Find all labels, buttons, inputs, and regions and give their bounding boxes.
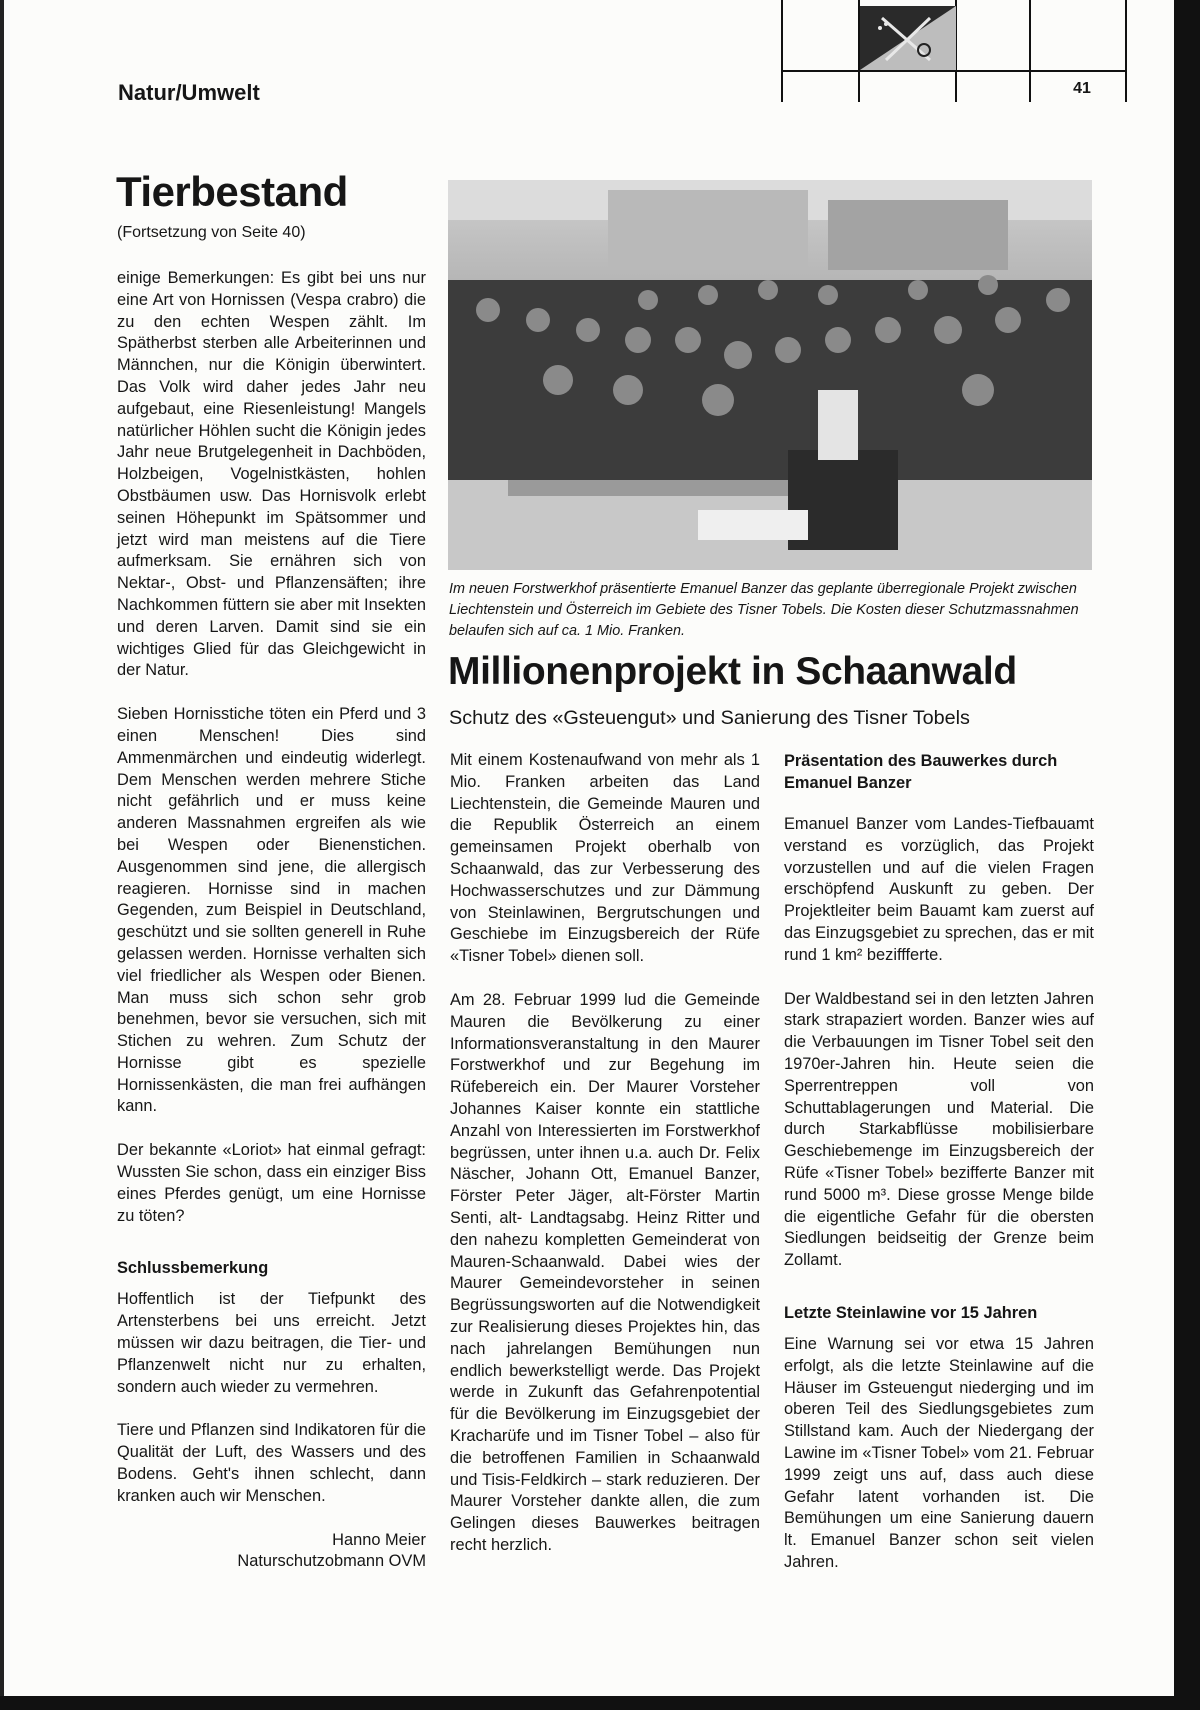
author-role: Naturschutzobmann OVM <box>237 1552 426 1571</box>
left-article-title: Tierbestand <box>116 168 348 215</box>
section-heading: Letzte Steinlawine vor 15 Jahren <box>784 1303 1038 1322</box>
section-heading: Präsentation des Bauwerkes durch Emanuel Banzer <box>784 752 1058 792</box>
paragraph: Tiere und Pflanzen sind Indikatoren für die Qualität der Luft, des Wassers und des Bodens. Geht's ihnen schlecht, dann kranken auch wir Menschen. <box>117 1421 426 1505</box>
header-grid-divider <box>1029 0 1031 102</box>
header-grid-line <box>781 70 1127 72</box>
main-article-column-1 <box>450 750 760 1579</box>
paragraph: Am 28. Februar 1999 lud die Gemeinde Mauren die Bevölkerung zu einer Informationsveranstaltung in den Maurer Forstwerkhof und zur Begehung im Rüfebereich ein. Der Maurer Vorsteher Johannes Kaiser konnte ein stattliche Anzahl von Interessierten im Forstwerkhof begrüssen, unter ihnen u.a. auch Dr. Felix Näscher, Johann Ott, Emanuel Banzer, Förster Peter Jäger, alt-Förster Martin Senti, alt- Landtagsabg. Heinz Ritter und den nahezu kompletten Gemeinderat von Mauren-Schaanwald. Dabei wies der Maurer Gemeindevorsteher in seinen Begrüssungsworten auf die Notwendigkeit zur Realisierung dieses Projektes hin, das nach jahrelangen Bemühungen nun endlich bewerkstelligt werde. Das Projekt werde in Zukunft das Gefahrenpotential für die Bevölkerung im Einzugsgebiet der Kracharüfe und im Tisner Tobel – also für die betroffenen Familien in Schaanwald und Tisis-Feldkirch – stark reduzieren. Der Maurer Vorsteher dankte allen, die zum Gelingen dieses Bauwerkes beitragen recht herzlich. <box>450 990 760 1554</box>
section-label: Natur/Umwelt <box>118 80 260 105</box>
page-number: 41 <box>1073 80 1091 97</box>
main-article-column-2 <box>784 750 1094 1596</box>
paragraph: Der Waldbestand sei in den letzten Jahren stark strapaziert worden. Banzer wies auf die Verbauungen im Tisner Tobel seit den 1970er-Jahren hin. Heute seien die Sperrentreppen voll von Schuttablagerungen und Material. Die durch Starkabflüsse mobilisierbare Geschiebemenge im Einzugsbereich der Rüfe «Tisner Tobel» bezifferte Banzer mit rund 5000 m³. Diese grosse Menge bilde die eigentliche Gefahr für die obersten Siedlungen beidseitig der Grenze beim Zollamt. <box>784 989 1094 1270</box>
paragraph: Hoffentlich ist der Tiefpunkt des Artensterbens bei uns erreicht. Jetzt müssen wir dazu beitragen, die Tier- und Pflanzenwelt nicht nur zu erhalten, sondern auch wieder zu vermehren. <box>117 1290 426 1396</box>
crossed-tools-icon <box>860 6 956 70</box>
paragraph: Emanuel Banzer vom Landes-Tiefbauamt verstand es vorzüglich, das Projekt vorzustellen und auf die vielen Fragen erschöpfend Auskunft zu geben. Der Projektleiter beim Bauamt kam zuerst auf das Einzugsgebiet zu sprechen, das er mit rund 1 km² beziffferte. <box>784 815 1094 964</box>
paragraph: Eine Warnung sei vor etwa 15 Jahren erfolgt, als die letzte Steinlawine auf die Häuser im Gsteuengut niederging und im oberen Teil des Siedlungsgebietes zum Stillstand kam. Auch der Niedergang der Lawine im «Tisner Tobel» vom 21. Februar 1999 zeigt uns auf, dass auch diese Gefahr latent vorhanden ist. Die Bemühungen um eine Sanierung dauern lt. Emanuel Banzer schon seit vielen Jahren. <box>784 1334 1094 1571</box>
scan-edge-left <box>0 0 4 1710</box>
paragraph: Der bekannte «Loriot» hat einmal gefragt: Wussten Sie schon, dass ein einziger Biss eines Pferdes genügt, um eine Hornisse zu töten? <box>117 1141 426 1225</box>
photo-caption: Im neuen Forstwerkhof präsentierte Emanuel Banzer das geplante überregionale Projekt zwischen Liechtenstein und Österreich im Gebiete des Tisner Tobels. Die Kosten dieser Schutzmassnahmen belaufen sich auf ca. 1 Mio. Franken. <box>449 581 1079 639</box>
main-article-title: Millionenprojekt in Schaanwald <box>448 650 1017 693</box>
coat-of-arms-emblem <box>860 6 956 70</box>
left-article-body <box>117 268 426 1573</box>
paragraph: Mit einem Kostenaufwand von mehr als 1 Mio. Franken arbeiten das Land Liechtenstein, die Gemeinde Mauren und die Republik Österreich an einem gemeinsamen Projekt oberhalb von Schaanwald, das zur Verbesserung des Hochwasserschutzes und zur Dämmung von Steinlawinen, Bergrutschungen und Geschiebe im Einzugsbereich der Rüfe «Tisner Tobel» dienen soll. <box>450 751 760 966</box>
meeting-photo <box>448 180 1092 570</box>
scan-edge-bottom <box>0 1696 1200 1710</box>
header-grid-divider <box>1125 0 1127 102</box>
header-grid-divider <box>781 0 783 102</box>
paragraph: Sieben Hornisstiche töten ein Pferd und 3 einen Menschen! Dies sind Ammenmärchen und eindeutig widerlegt. Dem Menschen werden mehrere Stiche nicht gefährlich und er muss keine anderen Massnahmen ergreifen als wie bei Wespen oder Bienenstichen. Ausgenommen sind jene, die allergisch reagieren. Hornisse sind in machen Gegenden, zum Beispiel in Deutschland, geschützt und sie sollten generell in Ruhe gelassen werden. Hornisse verhalten sich viel friedlicher als Wespen oder Bienen. Man muss sich schon sehr grob benehmen, bevor sie versuchen, sich mit Stichen zu wehren. Zum Schutz der Hornisse gibt es spezielle Hornissenkästen, die man frei aufhängen kann. <box>117 705 426 1116</box>
section-heading: Schlussbemerkung <box>117 1259 269 1278</box>
scan-edge-right <box>1174 0 1200 1710</box>
continuation-note: (Fortsetzung von Seite 40) <box>117 224 306 241</box>
author-name: Hanno Meier <box>332 1530 426 1549</box>
meeting-photo-image <box>448 180 1092 570</box>
main-article-subtitle: Schutz des «Gsteuengut» und Sanierung des Tisner Tobels <box>449 707 970 729</box>
paragraph: einige Bemerkungen: Es gibt bei uns nur eine Art von Hornissen (Vespa crabro) die zu den echten Wespen zählt. Im Spätherbst sterben alle Arbeiterinnen und Männchen, nur die Königin überwintert. Das Volk wird daher jedes Jahr neu aufgebaut, eine Riesenleistung! Mangels natürlicher Höhlen sucht die Königin jedes Jahr neue Brutgelegenheit in Dachböden, Holzbeigen, Vogelnistkästen, hohlen Obstbäumen usw. Das Hornisvolk erlebt seinen Höhepunkt im Spätsommer und jetzt wird man meistens auf die Tiere aufmerksam. Sie ernähren sich von Nektar-, Obst- und Pflanzensäften; ihre Nachkommen füttern sie aber mit Insekten und deren Larven. Damit sind sie ein wichtiges Glied für das Gleichgewicht in der Natur. <box>117 269 426 680</box>
